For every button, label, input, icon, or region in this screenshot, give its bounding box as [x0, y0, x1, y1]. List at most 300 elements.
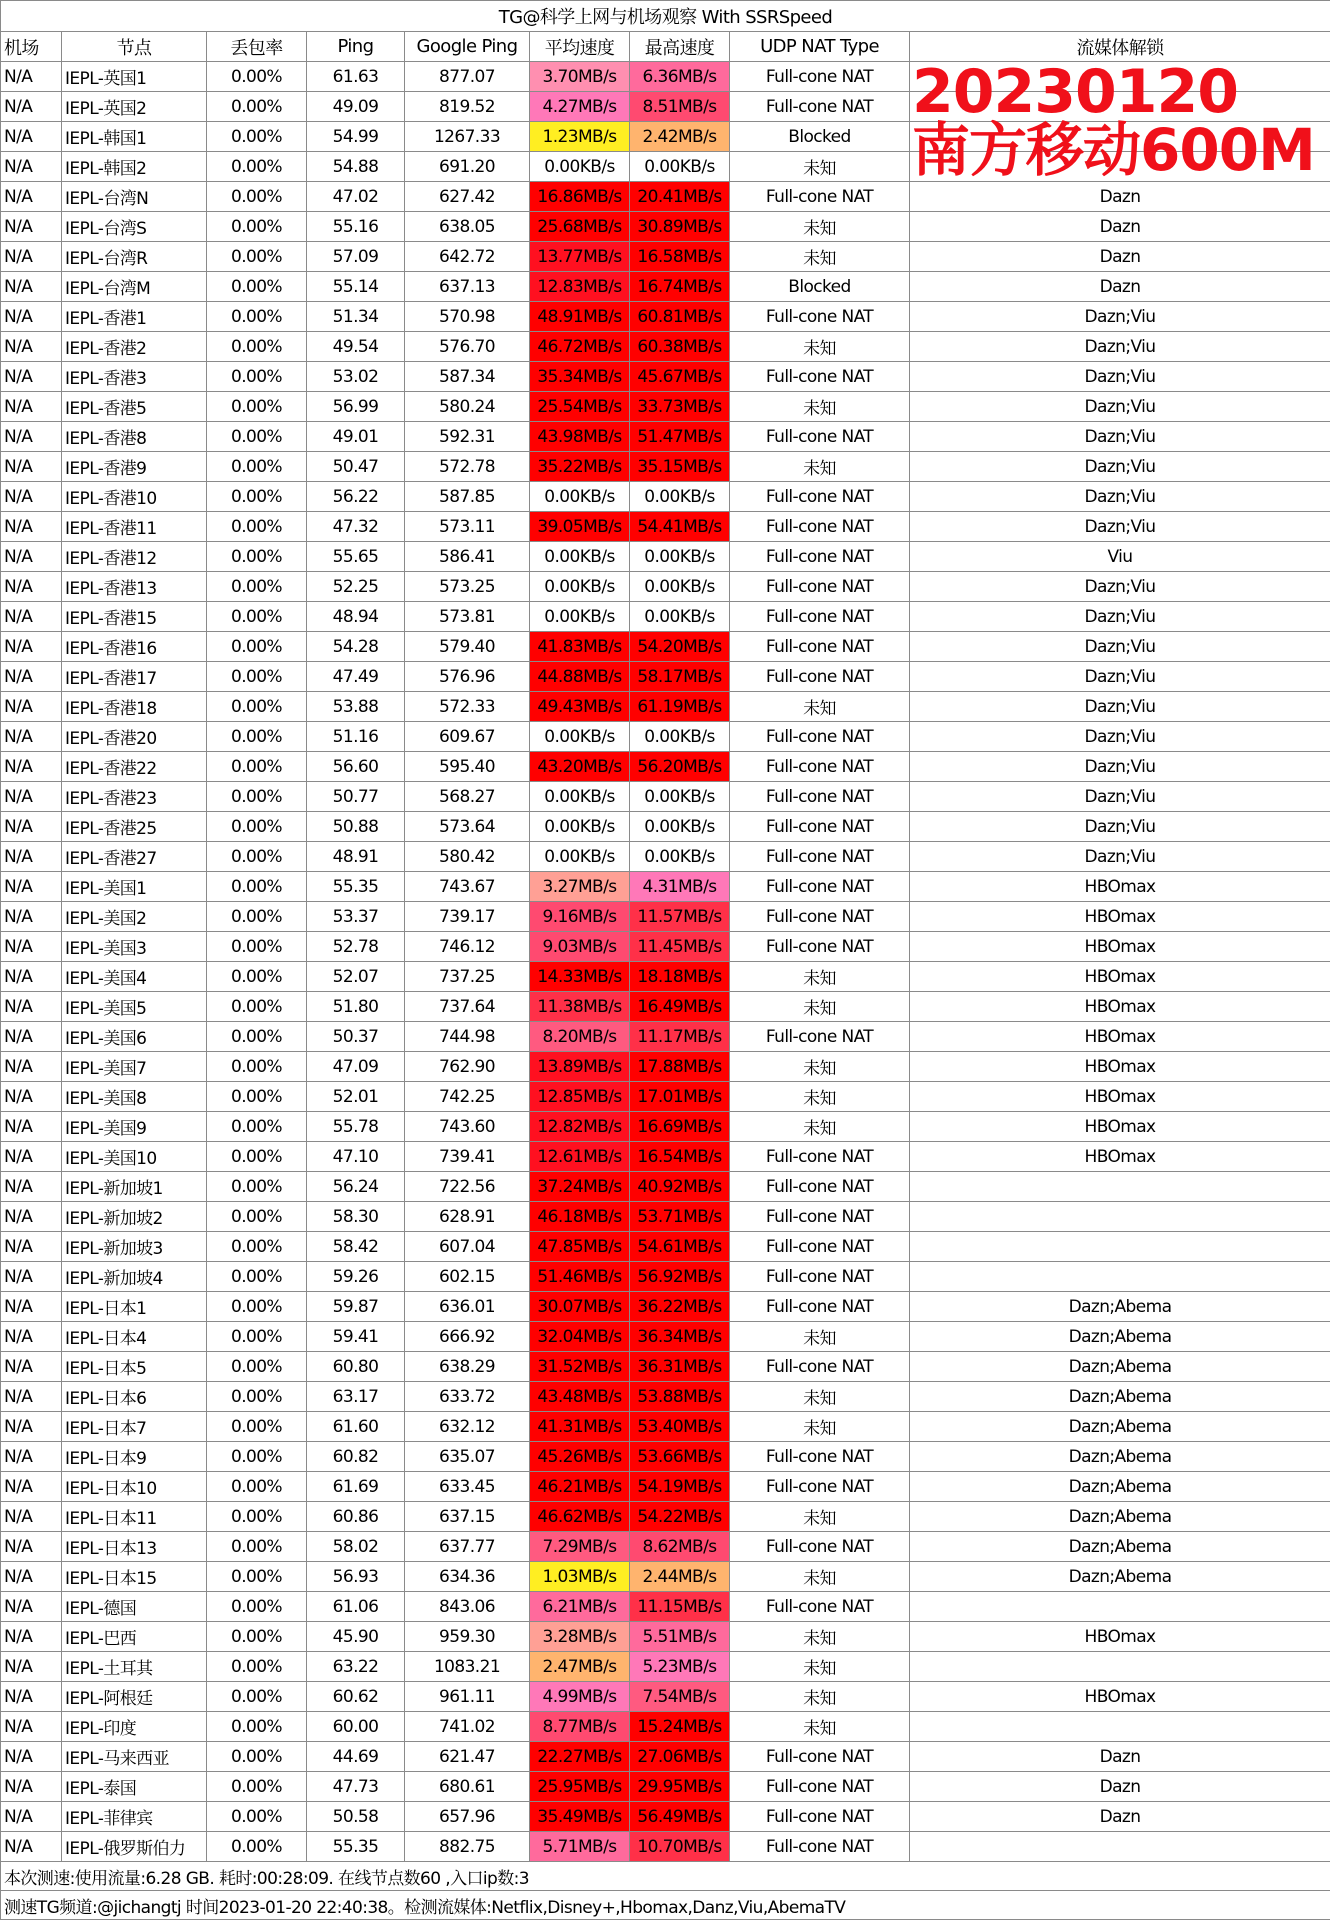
cell-max-speed: 16.54MB/s [630, 1142, 730, 1172]
table-row [1, 1292, 1330, 1322]
cell-udp-nat-type: Full-cone NAT [730, 1442, 910, 1472]
cell-max-speed: 5.23MB/s [630, 1652, 730, 1682]
cell-google-ping: 739.17 [405, 902, 530, 932]
cell-packet-loss: 0.00% [207, 212, 307, 242]
cell-streaming-unlock: Dazn;Abema [910, 1322, 1330, 1352]
cell-max-speed: 0.00KB/s [630, 482, 730, 512]
cell-google-ping: 592.31 [405, 422, 530, 452]
cell-udp-nat-type: 未知 [730, 1082, 910, 1112]
cell-ping: 50.77 [307, 782, 405, 812]
cell-streaming-unlock: Dazn;Viu [910, 692, 1330, 722]
cell-avg-speed: 0.00KB/s [530, 842, 630, 872]
cell-node: IEPL-新加坡1 [62, 1172, 207, 1202]
cell-udp-nat-type: Full-cone NAT [730, 362, 910, 392]
cell-google-ping: 572.78 [405, 452, 530, 482]
cell-node: IEPL-美国2 [62, 902, 207, 932]
cell-ping: 56.22 [307, 482, 405, 512]
cell-node: IEPL-巴西 [62, 1622, 207, 1652]
cell-ping: 55.14 [307, 272, 405, 302]
cell-node: IEPL-马来西亚 [62, 1742, 207, 1772]
cell-google-ping: 628.91 [405, 1202, 530, 1232]
cell-udp-nat-type: Full-cone NAT [730, 812, 910, 842]
cell-packet-loss: 0.00% [207, 1382, 307, 1412]
table-row [1, 422, 1330, 452]
cell-airport: N/A [1, 962, 62, 992]
cell-google-ping: 573.25 [405, 572, 530, 602]
cell-avg-speed: 51.46MB/s [530, 1262, 630, 1292]
cell-ping: 52.78 [307, 932, 405, 962]
cell-avg-speed: 3.70MB/s [530, 62, 630, 92]
table-row [1, 1142, 1330, 1172]
cell-airport: N/A [1, 1232, 62, 1262]
table-row [1, 1622, 1330, 1652]
cell-node: IEPL-台湾M [62, 272, 207, 302]
cell-avg-speed: 0.00KB/s [530, 782, 630, 812]
cell-node: IEPL-香港5 [62, 392, 207, 422]
cell-google-ping: 737.64 [405, 992, 530, 1022]
cell-airport: N/A [1, 1382, 62, 1412]
cell-airport: N/A [1, 812, 62, 842]
cell-avg-speed: 1.23MB/s [530, 122, 630, 152]
cell-avg-speed: 41.31MB/s [530, 1412, 630, 1442]
cell-avg-speed: 14.33MB/s [530, 962, 630, 992]
cell-streaming-unlock: HBOmax [910, 1052, 1330, 1082]
table-row [1, 92, 1330, 122]
cell-streaming-unlock [910, 152, 1330, 182]
cell-packet-loss: 0.00% [207, 842, 307, 872]
cell-max-speed: 17.01MB/s [630, 1082, 730, 1112]
cell-ping: 53.37 [307, 902, 405, 932]
cell-udp-nat-type: 未知 [730, 152, 910, 182]
cell-airport: N/A [1, 1412, 62, 1442]
cell-packet-loss: 0.00% [207, 1022, 307, 1052]
cell-ping: 61.60 [307, 1412, 405, 1442]
cell-packet-loss: 0.00% [207, 1202, 307, 1232]
cell-node: IEPL-香港27 [62, 842, 207, 872]
cell-avg-speed: 44.88MB/s [530, 662, 630, 692]
cell-avg-speed: 25.68MB/s [530, 212, 630, 242]
cell-google-ping: 961.11 [405, 1682, 530, 1712]
cell-avg-speed: 7.29MB/s [530, 1532, 630, 1562]
table-row [1, 1802, 1330, 1832]
cell-max-speed: 54.19MB/s [630, 1472, 730, 1502]
cell-avg-speed: 13.77MB/s [530, 242, 630, 272]
cell-ping: 55.65 [307, 542, 405, 572]
cell-packet-loss: 0.00% [207, 422, 307, 452]
cell-airport: N/A [1, 1262, 62, 1292]
cell-node: IEPL-香港8 [62, 422, 207, 452]
cell-udp-nat-type: Blocked [730, 122, 910, 152]
cell-streaming-unlock: Dazn;Abema [910, 1442, 1330, 1472]
cell-node: IEPL-日本1 [62, 1292, 207, 1322]
table-row [1, 1472, 1330, 1502]
cell-avg-speed: 13.89MB/s [530, 1052, 630, 1082]
cell-ping: 60.86 [307, 1502, 405, 1532]
cell-packet-loss: 0.00% [207, 662, 307, 692]
cell-ping: 47.49 [307, 662, 405, 692]
cell-udp-nat-type: Full-cone NAT [730, 1472, 910, 1502]
cell-streaming-unlock: Dazn;Abema [910, 1472, 1330, 1502]
column-header-ping: Ping [307, 32, 405, 62]
cell-udp-nat-type: Full-cone NAT [730, 602, 910, 632]
cell-airport: N/A [1, 362, 62, 392]
cell-node: IEPL-英国2 [62, 92, 207, 122]
cell-max-speed: 2.42MB/s [630, 122, 730, 152]
cell-node: IEPL-香港18 [62, 692, 207, 722]
cell-udp-nat-type: Full-cone NAT [730, 902, 910, 932]
cell-packet-loss: 0.00% [207, 302, 307, 332]
cell-streaming-unlock: HBOmax [910, 1682, 1330, 1712]
cell-airport: N/A [1, 1802, 62, 1832]
cell-avg-speed: 37.24MB/s [530, 1172, 630, 1202]
cell-airport: N/A [1, 1712, 62, 1742]
cell-packet-loss: 0.00% [207, 1442, 307, 1472]
cell-udp-nat-type: Full-cone NAT [730, 302, 910, 332]
cell-packet-loss: 0.00% [207, 1652, 307, 1682]
cell-streaming-unlock: Dazn;Abema [910, 1532, 1330, 1562]
cell-airport: N/A [1, 782, 62, 812]
cell-airport: N/A [1, 692, 62, 722]
cell-max-speed: 45.67MB/s [630, 362, 730, 392]
cell-google-ping: 680.61 [405, 1772, 530, 1802]
cell-node: IEPL-英国1 [62, 62, 207, 92]
cell-avg-speed: 0.00KB/s [530, 812, 630, 842]
table-row [1, 1712, 1330, 1742]
cell-max-speed: 29.95MB/s [630, 1772, 730, 1802]
cell-streaming-unlock [910, 1262, 1330, 1292]
cell-airport: N/A [1, 212, 62, 242]
table-row [1, 62, 1330, 92]
cell-udp-nat-type: 未知 [730, 1112, 910, 1142]
cell-streaming-unlock [910, 1592, 1330, 1622]
table-row [1, 1052, 1330, 1082]
cell-avg-speed: 3.28MB/s [530, 1622, 630, 1652]
cell-ping: 61.63 [307, 62, 405, 92]
cell-streaming-unlock: Dazn [910, 212, 1330, 242]
cell-google-ping: 587.34 [405, 362, 530, 392]
cell-google-ping: 633.72 [405, 1382, 530, 1412]
cell-packet-loss: 0.00% [207, 872, 307, 902]
cell-packet-loss: 0.00% [207, 1472, 307, 1502]
cell-max-speed: 36.34MB/s [630, 1322, 730, 1352]
cell-node: IEPL-香港3 [62, 362, 207, 392]
cell-udp-nat-type: 未知 [730, 1652, 910, 1682]
cell-node: IEPL-新加坡3 [62, 1232, 207, 1262]
cell-ping: 54.88 [307, 152, 405, 182]
cell-streaming-unlock [910, 1172, 1330, 1202]
cell-udp-nat-type: Full-cone NAT [730, 632, 910, 662]
cell-google-ping: 959.30 [405, 1622, 530, 1652]
cell-max-speed: 51.47MB/s [630, 422, 730, 452]
cell-node: IEPL-香港13 [62, 572, 207, 602]
cell-avg-speed: 43.48MB/s [530, 1382, 630, 1412]
cell-node: IEPL-香港20 [62, 722, 207, 752]
cell-udp-nat-type: Full-cone NAT [730, 1232, 910, 1262]
cell-max-speed: 0.00KB/s [630, 812, 730, 842]
cell-airport: N/A [1, 1622, 62, 1652]
cell-node: IEPL-阿根廷 [62, 1682, 207, 1712]
cell-packet-loss: 0.00% [207, 1532, 307, 1562]
cell-streaming-unlock: Viu [910, 542, 1330, 572]
cell-packet-loss: 0.00% [207, 1562, 307, 1592]
table-row [1, 1352, 1330, 1382]
cell-streaming-unlock: Dazn;Abema [910, 1292, 1330, 1322]
cell-ping: 54.28 [307, 632, 405, 662]
cell-packet-loss: 0.00% [207, 1082, 307, 1112]
cell-max-speed: 53.40MB/s [630, 1412, 730, 1442]
cell-avg-speed: 11.38MB/s [530, 992, 630, 1022]
cell-airport: N/A [1, 1742, 62, 1772]
cell-udp-nat-type: Full-cone NAT [730, 422, 910, 452]
cell-google-ping: 1267.33 [405, 122, 530, 152]
cell-max-speed: 56.92MB/s [630, 1262, 730, 1292]
cell-avg-speed: 4.99MB/s [530, 1682, 630, 1712]
cell-udp-nat-type: Full-cone NAT [730, 1832, 910, 1862]
cell-google-ping: 746.12 [405, 932, 530, 962]
table-row [1, 1232, 1330, 1262]
cell-packet-loss: 0.00% [207, 1172, 307, 1202]
cell-streaming-unlock: Dazn [910, 182, 1330, 212]
table-row [1, 182, 1330, 212]
cell-streaming-unlock: HBOmax [910, 1622, 1330, 1652]
cell-airport: N/A [1, 662, 62, 692]
cell-streaming-unlock: Dazn;Viu [910, 722, 1330, 752]
footer-summary: 本次测速:使用流量:6.28 GB. 耗时:00:28:09. 在线节点数60 ,入口ip数:3 [1, 1862, 1330, 1891]
cell-packet-loss: 0.00% [207, 782, 307, 812]
cell-streaming-unlock: HBOmax [910, 992, 1330, 1022]
cell-packet-loss: 0.00% [207, 812, 307, 842]
cell-avg-speed: 45.26MB/s [530, 1442, 630, 1472]
cell-udp-nat-type: Full-cone NAT [730, 752, 910, 782]
cell-packet-loss: 0.00% [207, 692, 307, 722]
cell-google-ping: 642.72 [405, 242, 530, 272]
cell-streaming-unlock [910, 1202, 1330, 1232]
cell-packet-loss: 0.00% [207, 362, 307, 392]
cell-avg-speed: 12.82MB/s [530, 1112, 630, 1142]
cell-airport: N/A [1, 1142, 62, 1172]
cell-max-speed: 0.00KB/s [630, 602, 730, 632]
table-row [1, 1682, 1330, 1712]
cell-avg-speed: 12.61MB/s [530, 1142, 630, 1172]
cell-max-speed: 53.66MB/s [630, 1442, 730, 1472]
cell-packet-loss: 0.00% [207, 1832, 307, 1862]
cell-airport: N/A [1, 1112, 62, 1142]
cell-packet-loss: 0.00% [207, 1232, 307, 1262]
cell-packet-loss: 0.00% [207, 602, 307, 632]
cell-udp-nat-type: 未知 [730, 1412, 910, 1442]
cell-ping: 44.69 [307, 1742, 405, 1772]
cell-avg-speed: 46.21MB/s [530, 1472, 630, 1502]
cell-packet-loss: 0.00% [207, 1322, 307, 1352]
cell-max-speed: 5.51MB/s [630, 1622, 730, 1652]
cell-node: IEPL-美国4 [62, 962, 207, 992]
cell-streaming-unlock: Dazn [910, 242, 1330, 272]
cell-streaming-unlock: Dazn;Viu [910, 512, 1330, 542]
table-row [1, 1592, 1330, 1622]
cell-packet-loss: 0.00% [207, 242, 307, 272]
table-row [1, 962, 1330, 992]
cell-packet-loss: 0.00% [207, 452, 307, 482]
cell-node: IEPL-新加坡2 [62, 1202, 207, 1232]
cell-avg-speed: 0.00KB/s [530, 542, 630, 572]
cell-google-ping: 691.20 [405, 152, 530, 182]
cell-packet-loss: 0.00% [207, 1802, 307, 1832]
cell-udp-nat-type: Full-cone NAT [730, 722, 910, 752]
cell-streaming-unlock: Dazn;Abema [910, 1412, 1330, 1442]
cell-avg-speed: 49.43MB/s [530, 692, 630, 722]
cell-google-ping: 627.42 [405, 182, 530, 212]
cell-airport: N/A [1, 1292, 62, 1322]
table-row [1, 392, 1330, 422]
cell-streaming-unlock: Dazn;Viu [910, 842, 1330, 872]
cell-packet-loss: 0.00% [207, 1292, 307, 1322]
cell-avg-speed: 1.03MB/s [530, 1562, 630, 1592]
cell-max-speed: 61.19MB/s [630, 692, 730, 722]
cell-ping: 61.69 [307, 1472, 405, 1502]
cell-google-ping: 636.01 [405, 1292, 530, 1322]
cell-max-speed: 6.36MB/s [630, 62, 730, 92]
cell-ping: 53.88 [307, 692, 405, 722]
cell-avg-speed: 46.72MB/s [530, 332, 630, 362]
table-row [1, 1832, 1330, 1862]
cell-google-ping: 576.70 [405, 332, 530, 362]
cell-avg-speed: 12.83MB/s [530, 272, 630, 302]
cell-airport: N/A [1, 182, 62, 212]
cell-node: IEPL-香港2 [62, 332, 207, 362]
cell-google-ping: 637.15 [405, 1502, 530, 1532]
cell-google-ping: 586.41 [405, 542, 530, 572]
cell-udp-nat-type: 未知 [730, 1622, 910, 1652]
cell-ping: 47.09 [307, 1052, 405, 1082]
cell-streaming-unlock [910, 92, 1330, 122]
cell-ping: 55.16 [307, 212, 405, 242]
cell-node: IEPL-台湾S [62, 212, 207, 242]
cell-google-ping: 602.15 [405, 1262, 530, 1292]
cell-streaming-unlock: Dazn;Viu [910, 302, 1330, 332]
cell-max-speed: 20.41MB/s [630, 182, 730, 212]
cell-max-speed: 2.44MB/s [630, 1562, 730, 1592]
cell-google-ping: 579.40 [405, 632, 530, 662]
cell-packet-loss: 0.00% [207, 1142, 307, 1172]
cell-ping: 50.58 [307, 1802, 405, 1832]
cell-packet-loss: 0.00% [207, 572, 307, 602]
cell-airport: N/A [1, 1532, 62, 1562]
cell-ping: 52.01 [307, 1082, 405, 1112]
cell-avg-speed: 16.86MB/s [530, 182, 630, 212]
table-row [1, 812, 1330, 842]
table-row [1, 722, 1330, 752]
table-row [1, 752, 1330, 782]
cell-airport: N/A [1, 542, 62, 572]
table-row [1, 1412, 1330, 1442]
cell-node: IEPL-新加坡4 [62, 1262, 207, 1292]
cell-ping: 47.73 [307, 1772, 405, 1802]
cell-node: IEPL-美国10 [62, 1142, 207, 1172]
cell-google-ping: 580.42 [405, 842, 530, 872]
footer-channel: 测速TG频道:@jichangtj 时间2023-01-20 22:40:38。检测流媒体:Netflix,Disney+,Hbomax,Danz,Viu,AbemaTV [1, 1891, 1330, 1920]
table-row [1, 1202, 1330, 1232]
cell-streaming-unlock: Dazn;Viu [910, 662, 1330, 692]
cell-google-ping: 1083.21 [405, 1652, 530, 1682]
cell-node: IEPL-德国 [62, 1592, 207, 1622]
cell-packet-loss: 0.00% [207, 1622, 307, 1652]
cell-packet-loss: 0.00% [207, 512, 307, 542]
cell-streaming-unlock: HBOmax [910, 1142, 1330, 1172]
cell-airport: N/A [1, 1442, 62, 1472]
table-row [1, 842, 1330, 872]
cell-packet-loss: 0.00% [207, 752, 307, 782]
cell-node: IEPL-美国7 [62, 1052, 207, 1082]
cell-packet-loss: 0.00% [207, 1772, 307, 1802]
table-row [1, 482, 1330, 512]
cell-udp-nat-type: Full-cone NAT [730, 1802, 910, 1832]
cell-google-ping: 568.27 [405, 782, 530, 812]
cell-avg-speed: 0.00KB/s [530, 572, 630, 602]
cell-avg-speed: 25.95MB/s [530, 1772, 630, 1802]
cell-udp-nat-type: 未知 [730, 452, 910, 482]
cell-udp-nat-type: Full-cone NAT [730, 1202, 910, 1232]
cell-ping: 50.37 [307, 1022, 405, 1052]
cell-packet-loss: 0.00% [207, 482, 307, 512]
cell-airport: N/A [1, 902, 62, 932]
cell-udp-nat-type: Full-cone NAT [730, 1142, 910, 1172]
cell-streaming-unlock: HBOmax [910, 872, 1330, 902]
cell-ping: 58.30 [307, 1202, 405, 1232]
cell-airport: N/A [1, 122, 62, 152]
cell-airport: N/A [1, 482, 62, 512]
cell-google-ping: 632.12 [405, 1412, 530, 1442]
cell-streaming-unlock: HBOmax [910, 1082, 1330, 1112]
cell-airport: N/A [1, 1772, 62, 1802]
cell-airport: N/A [1, 512, 62, 542]
cell-ping: 56.60 [307, 752, 405, 782]
cell-max-speed: 27.06MB/s [630, 1742, 730, 1772]
cell-node: IEPL-日本10 [62, 1472, 207, 1502]
cell-udp-nat-type: Full-cone NAT [730, 782, 910, 812]
cell-packet-loss: 0.00% [207, 992, 307, 1022]
cell-google-ping: 762.90 [405, 1052, 530, 1082]
cell-node: IEPL-俄罗斯伯力 [62, 1832, 207, 1862]
table-row [1, 1532, 1330, 1562]
cell-airport: N/A [1, 332, 62, 362]
column-header-max-speed: 最高速度 [630, 32, 730, 62]
cell-airport: N/A [1, 272, 62, 302]
cell-udp-nat-type: Full-cone NAT [730, 1262, 910, 1292]
cell-airport: N/A [1, 1172, 62, 1202]
cell-udp-nat-type: Blocked [730, 272, 910, 302]
cell-airport: N/A [1, 1202, 62, 1232]
cell-node: IEPL-香港17 [62, 662, 207, 692]
cell-max-speed: 54.41MB/s [630, 512, 730, 542]
cell-streaming-unlock: HBOmax [910, 1112, 1330, 1142]
footer-row [1, 1891, 1330, 1920]
cell-udp-nat-type: Full-cone NAT [730, 1772, 910, 1802]
cell-airport: N/A [1, 152, 62, 182]
cell-airport: N/A [1, 1352, 62, 1382]
cell-node: IEPL-美国8 [62, 1082, 207, 1112]
cell-udp-nat-type: Full-cone NAT [730, 662, 910, 692]
cell-packet-loss: 0.00% [207, 1352, 307, 1382]
cell-streaming-unlock: HBOmax [910, 932, 1330, 962]
cell-node: IEPL-台湾N [62, 182, 207, 212]
cell-google-ping: 882.75 [405, 1832, 530, 1862]
cell-node: IEPL-泰国 [62, 1772, 207, 1802]
cell-udp-nat-type: Full-cone NAT [730, 1352, 910, 1382]
cell-packet-loss: 0.00% [207, 1112, 307, 1142]
cell-streaming-unlock: Dazn;Abema [910, 1352, 1330, 1382]
cell-airport: N/A [1, 1022, 62, 1052]
cell-node: IEPL-日本6 [62, 1382, 207, 1412]
